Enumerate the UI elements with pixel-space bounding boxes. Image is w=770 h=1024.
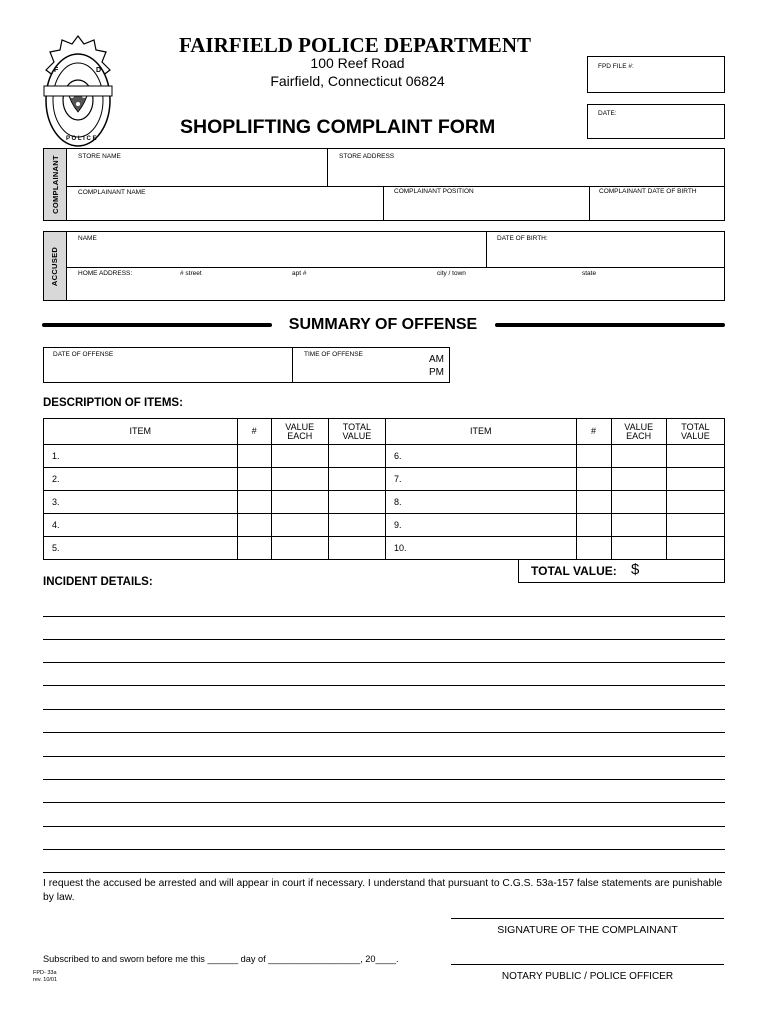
qty-cell[interactable] — [576, 491, 611, 514]
col-item-left: ITEM — [44, 419, 238, 445]
total-cell[interactable] — [328, 491, 385, 514]
qty-cell[interactable] — [576, 514, 611, 537]
col-value-each-right: VALUE EACH — [611, 419, 666, 445]
am-option[interactable]: AM — [429, 354, 444, 365]
item-cell[interactable]: 2. — [44, 468, 238, 491]
value-cell[interactable] — [271, 491, 328, 514]
table-row — [44, 537, 725, 560]
signature-line[interactable] — [451, 918, 724, 919]
notary-line[interactable] — [451, 964, 724, 965]
item-cell[interactable]: 6. — [385, 445, 576, 468]
accused-dob-field[interactable]: DATE OF BIRTH: — [497, 235, 548, 242]
qty-cell[interactable] — [237, 491, 271, 514]
police-badge-logo — [40, 34, 116, 152]
form-title: SHOPLIFTING COMPLAINT FORM — [180, 116, 496, 138]
divider-left — [42, 323, 272, 327]
complainant-box — [66, 148, 725, 221]
total-value-field[interactable] — [518, 559, 725, 583]
col-item-right: ITEM — [385, 419, 576, 445]
col-num-left: # — [237, 419, 271, 445]
qty-cell[interactable] — [576, 537, 611, 560]
fpd-file-label: FPD FILE #: — [598, 63, 634, 70]
time-of-offense-field[interactable]: TIME OF OFFENSE — [304, 351, 363, 358]
total-cell[interactable] — [328, 445, 385, 468]
currency-symbol: $ — [631, 561, 640, 578]
home-address-label: HOME ADDRESS: — [78, 270, 133, 277]
arrest-statement: I request the accused be arrested and will appear in court if necessary. I understand that pursuant to C.G.S. 53a-157 false statements are punishable by law. — [43, 878, 723, 903]
apt-field[interactable]: apt # — [292, 270, 307, 277]
total-cell[interactable] — [666, 537, 724, 560]
qty-cell[interactable] — [576, 468, 611, 491]
qty-cell[interactable] — [576, 445, 611, 468]
sworn-statement: Subscribed to and sworn before me this ______ day of __________________, 20____. — [43, 954, 399, 964]
street-field[interactable]: # street — [180, 270, 202, 277]
divider-right — [495, 323, 725, 327]
svg-text:D: D — [96, 67, 102, 74]
value-cell[interactable] — [611, 514, 666, 537]
summary-title: SUMMARY OF OFFENSE — [273, 316, 493, 334]
address-line-2: Fairfield, Connecticut 06824 — [270, 73, 445, 89]
date-field[interactable] — [587, 104, 725, 139]
value-cell[interactable] — [271, 537, 328, 560]
store-address-field[interactable]: STORE ADDRESS — [339, 153, 395, 160]
complainant-name-field[interactable]: COMPLAINANT NAME — [78, 189, 146, 196]
city-field[interactable]: city / town — [437, 270, 466, 277]
pm-option[interactable]: PM — [429, 367, 444, 378]
qty-cell[interactable] — [237, 445, 271, 468]
col-total-right: TOTAL VALUE — [666, 419, 724, 445]
total-value-label: TOTAL VALUE: — [531, 564, 617, 578]
item-cell[interactable]: 10. — [385, 537, 576, 560]
value-cell[interactable] — [271, 445, 328, 468]
total-cell[interactable] — [666, 445, 724, 468]
fpd-file-field[interactable] — [587, 56, 725, 93]
col-num-right: # — [576, 419, 611, 445]
item-cell[interactable]: 9. — [385, 514, 576, 537]
total-cell[interactable] — [666, 491, 724, 514]
description-items-title: DESCRIPTION OF ITEMS: — [43, 397, 183, 409]
notary-label: NOTARY PUBLIC / POLICE OFFICER — [501, 971, 674, 982]
qty-cell[interactable] — [237, 514, 271, 537]
value-cell[interactable] — [611, 537, 666, 560]
value-cell[interactable] — [271, 514, 328, 537]
value-cell[interactable] — [611, 468, 666, 491]
address-line-1: 100 Reef Road — [310, 55, 405, 71]
date-of-offense-field[interactable]: DATE OF OFFENSE — [53, 351, 114, 358]
complainant-section-label: COMPLAINANT — [43, 148, 67, 221]
accused-box — [66, 231, 725, 301]
total-cell[interactable] — [666, 468, 724, 491]
signature-label: SIGNATURE OF THE COMPLAINANT — [497, 924, 678, 936]
col-value-each-left: VALUE EACH — [271, 419, 328, 445]
accused-name-field[interactable]: NAME — [78, 235, 97, 242]
table-row — [44, 445, 725, 468]
value-cell[interactable] — [271, 468, 328, 491]
item-cell[interactable]: 5. — [44, 537, 238, 560]
svg-text:F: F — [54, 67, 59, 74]
incident-details-title: INCIDENT DETAILS: — [43, 576, 153, 588]
svg-text:P O L I C E: P O L I C E — [66, 136, 97, 142]
store-name-field[interactable]: STORE NAME — [78, 153, 121, 160]
item-cell[interactable]: 1. — [44, 445, 238, 468]
department-name: FAIRFIELD POLICE DEPARTMENT — [178, 33, 531, 57]
accused-section-label: ACCUSED — [43, 231, 67, 301]
total-cell[interactable] — [666, 514, 724, 537]
state-field[interactable]: state — [582, 270, 597, 277]
complainant-position-field[interactable]: COMPLAINANT POSITION — [394, 188, 474, 195]
value-cell[interactable] — [611, 491, 666, 514]
form-revision: rev. 10/01 — [33, 977, 58, 983]
total-cell[interactable] — [328, 468, 385, 491]
item-cell[interactable]: 3. — [44, 491, 238, 514]
total-cell[interactable] — [328, 514, 385, 537]
qty-cell[interactable] — [237, 537, 271, 560]
table-row — [44, 491, 725, 514]
value-cell[interactable] — [611, 445, 666, 468]
item-cell[interactable]: 4. — [44, 514, 238, 537]
col-total-left: TOTAL VALUE — [328, 419, 385, 445]
item-cell[interactable]: 7. — [385, 468, 576, 491]
complainant-dob-field[interactable]: COMPLAINANT DATE OF BIRTH — [599, 188, 697, 195]
date-label: DATE: — [598, 110, 617, 117]
form-number: FPD- 33a — [33, 970, 57, 976]
items-table — [43, 418, 725, 560]
item-cell[interactable]: 8. — [385, 491, 576, 514]
table-row — [44, 514, 725, 537]
qty-cell[interactable] — [237, 468, 271, 491]
total-cell[interactable] — [328, 537, 385, 560]
table-row — [44, 468, 725, 491]
